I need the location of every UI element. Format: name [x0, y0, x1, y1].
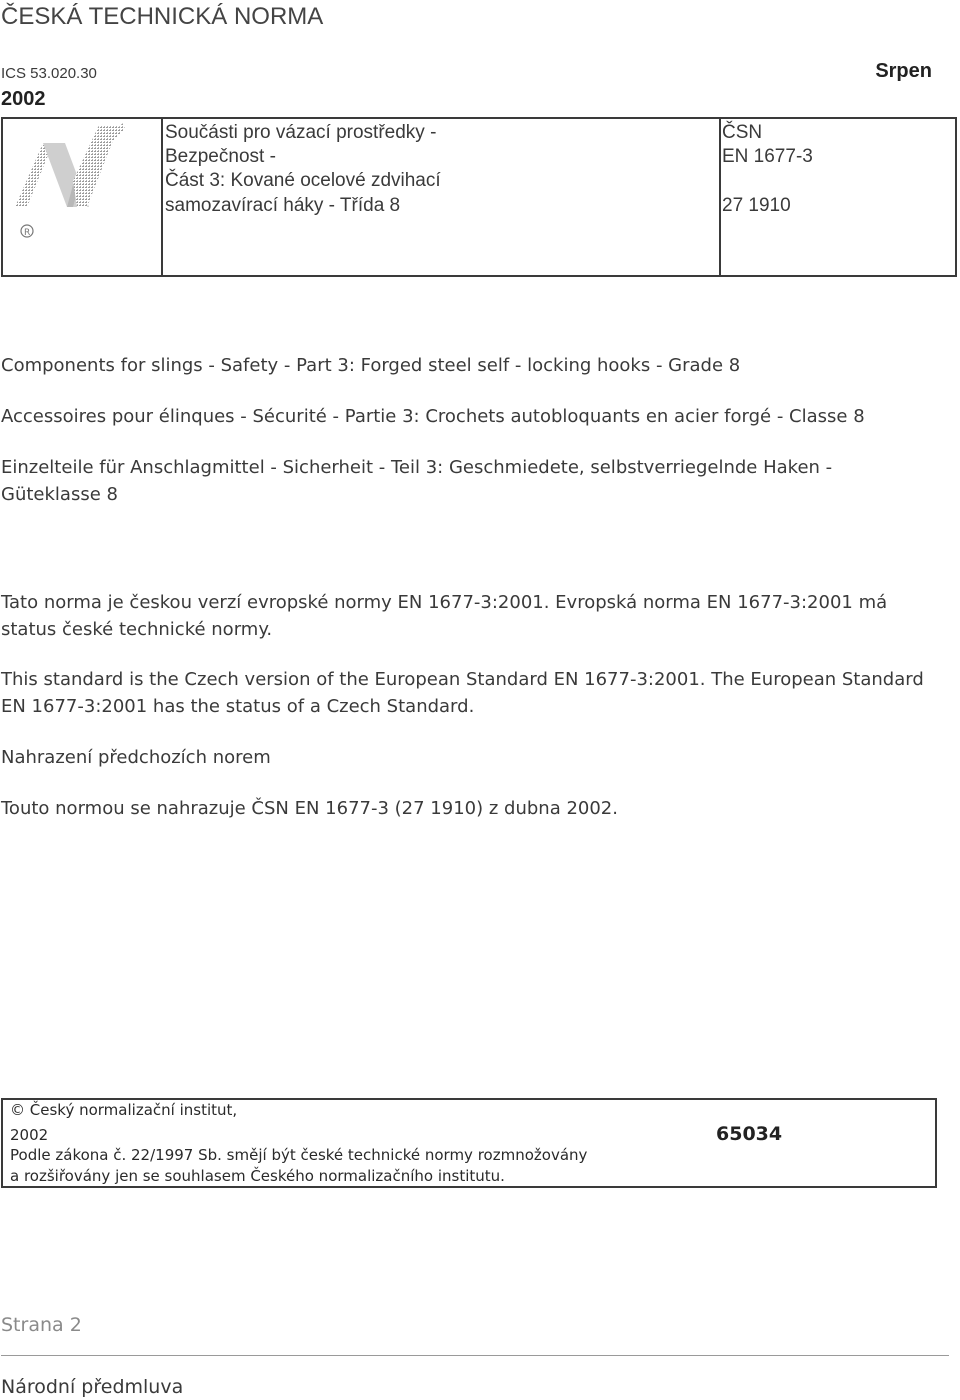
copyright-symbol: ©: [10, 1101, 25, 1119]
english-statement-line1: This standard is the Czech version of the European Standard EN 1677-3:2001. The European Standard: [1, 669, 924, 690]
section-heading: Národní předmluva: [1, 1376, 184, 1398]
issue-month: Srpen: [875, 60, 932, 82]
czech-title-line: Část 3: Kované ocelové zdvihací: [165, 170, 441, 191]
standard-designation-prefix: ČSN: [722, 122, 763, 143]
copyright-box: [1, 1098, 937, 1188]
page-number: Strana 2: [1, 1314, 82, 1336]
institute-name: Český normalizační institut,: [29, 1101, 238, 1119]
legal-notice-line2: a rozšiřovány jen se souhlasem Českého normalizačního institutu.: [10, 1167, 505, 1185]
registered-mark: R: [24, 228, 31, 238]
copyright-line: [10, 1101, 237, 1119]
czech-title-line: Součásti pro vázací prostředky -: [165, 122, 437, 143]
czech-statement-line2: status české technické normy.: [1, 619, 273, 640]
ics-code: ICS 53.020.30: [1, 65, 97, 82]
page-divider: [1, 1355, 949, 1356]
english-title: Components for slings - Safety - Part 3: Forged steel self - locking hooks - Grade 8: [1, 355, 741, 376]
classification-number: 27 1910: [722, 195, 791, 216]
czech-statement-line1: Tato norma je českou verzí evropské normy EN 1677-3:2001. Evropská norma EN 1677-3:2001 má: [1, 592, 888, 613]
document-number: 65034: [716, 1123, 783, 1145]
german-title-line1: Einzelteile für Anschlagmittel - Sicherheit - Teil 3: Geschmiedete, selbstverriegelnde Haken -: [1, 457, 833, 478]
document-title: ČESKÁ TECHNICKÁ NORMA: [1, 3, 324, 30]
copyright-year: 2002: [10, 1126, 49, 1144]
legal-notice-line1: Podle zákona č. 22/1997 Sb. smějí být české technické normy rozmnožovány: [10, 1146, 588, 1164]
cni-logo-icon: [7, 121, 131, 243]
czech-title-line: Bezpečnost -: [165, 146, 276, 167]
standard-designation-number: EN 1677-3: [722, 146, 813, 167]
header-divider-right: [719, 119, 721, 275]
standard-header-box: [1, 117, 957, 277]
english-statement-line2: EN 1677-3:2001 has the status of a Czech Standard.: [1, 696, 475, 717]
czech-title-line: samozavírací háky - Třída 8: [165, 195, 401, 216]
issue-year: 2002: [1, 88, 46, 110]
replacement-heading: Nahrazení předchozích norem: [1, 747, 271, 768]
replacement-text: Touto normou se nahrazuje ČSN EN 1677-3 (27 1910) z dubna 2002.: [1, 798, 618, 819]
header-divider-left: [161, 119, 163, 275]
german-title-line2: Güteklasse 8: [1, 484, 118, 505]
french-title: Accessoires pour élinques - Sécurité - Partie 3: Crochets autobloquants en acier forgé - Classe 8: [1, 406, 865, 427]
